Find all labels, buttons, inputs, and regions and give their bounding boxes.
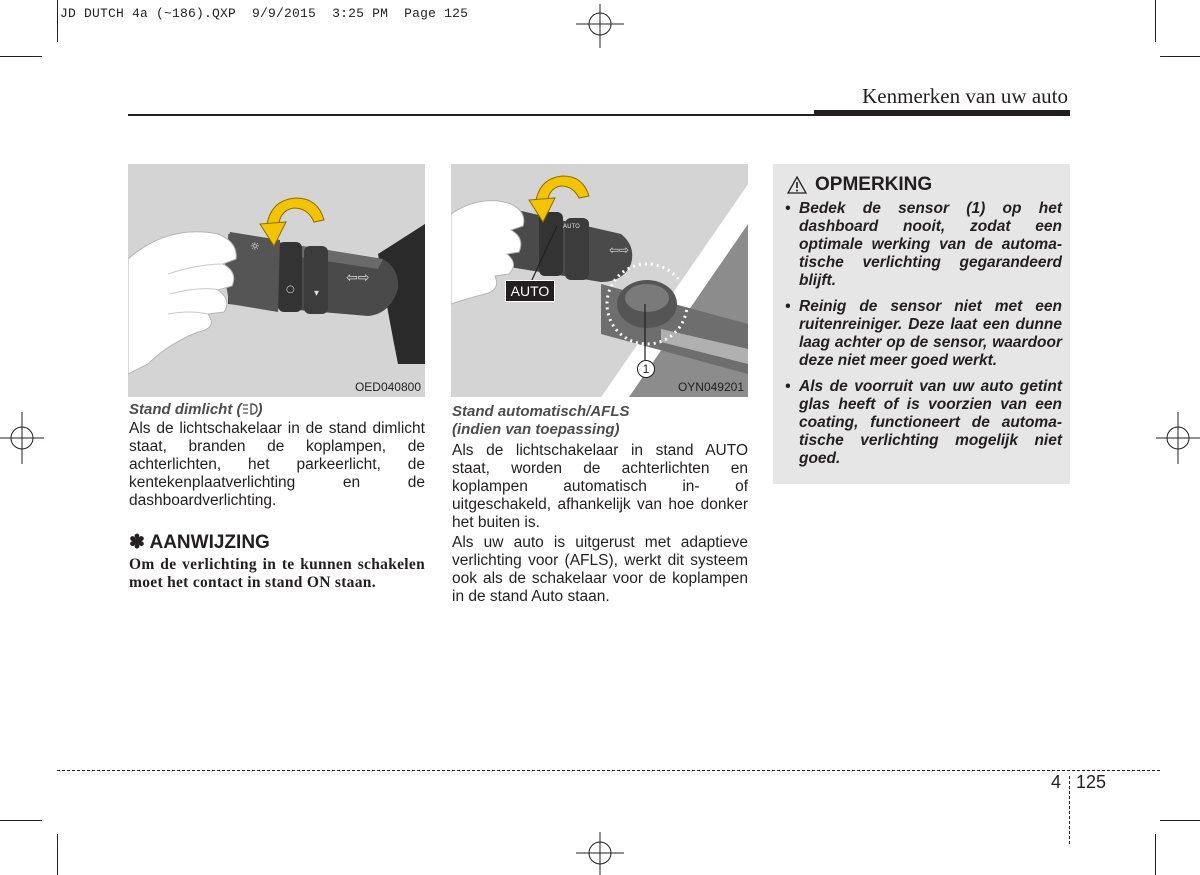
sensor-callout-number: 1 bbox=[637, 360, 655, 378]
light-switch-illustration bbox=[128, 164, 425, 397]
warning-triangle-icon bbox=[787, 176, 807, 194]
note-text: Om de verlichting in te kunnen schakelen moet het contact in stand ON staan. bbox=[129, 556, 425, 591]
registration-mark-top bbox=[576, 4, 624, 48]
caption-auto bbox=[452, 403, 748, 439]
parking-light-icon bbox=[242, 402, 258, 416]
print-slug bbox=[60, 6, 468, 21]
caption-auto-line1: Stand automatisch/AFLS bbox=[452, 403, 630, 420]
header-rule-thick bbox=[814, 110, 1070, 116]
caption-suffix: ) bbox=[257, 401, 263, 418]
notice-item: • Als de voorruit van uw auto getint glas heeft of is voorzien van een coating, functioneert de automa-tische verlichting mogelijk niet goed. bbox=[785, 378, 1062, 467]
auto-label: AUTO bbox=[505, 280, 555, 302]
slug-page: Page 125 bbox=[404, 6, 469, 21]
footer-dotted-line bbox=[57, 770, 1160, 771]
svg-text:▾: ▾ bbox=[314, 288, 320, 299]
figure-auto-switch bbox=[451, 164, 748, 397]
notice-list bbox=[785, 200, 1062, 476]
footer-page-number: 125 bbox=[1076, 772, 1107, 792]
body-auto-paragraph-1: Als de lichtschakelaar in stand AUTO staat, worden de achterlichten en koplampen automatisch in- of uitgeschakeld, afhankelijk van hoe donker het buiten is. bbox=[452, 442, 748, 531]
svg-text:⇦⇨: ⇦⇨ bbox=[609, 243, 630, 257]
footer-chapter-number: 4 bbox=[1051, 772, 1062, 792]
caption-low-beam bbox=[129, 401, 425, 419]
slug-time: 3:25 PM bbox=[332, 6, 389, 21]
svg-text:○: ○ bbox=[286, 284, 295, 295]
notice-item: • Bedek de sensor (1) op het dashboard nooit, zodat een optimale werking van de automa-tische verlichting gegarandeerd blijft. bbox=[785, 200, 1062, 289]
note-heading: ✽ AANWIJZING bbox=[129, 532, 270, 553]
body-low-beam: Als de lichtschakelaar in de stand dimlicht staat, branden de koplampen, de achterlichten, het parkeerlicht, de kentekenplaatverlichting en de dashboardverlichting. bbox=[129, 420, 425, 509]
svg-text:⇦⇨: ⇦⇨ bbox=[346, 270, 370, 286]
body-auto-paragraph-2: Als uw auto is uitgerust met adaptieve verlichting voor (AFLS), werkt dit systeem ook als de schakelaar voor de koplampen in de stand Auto staan. bbox=[452, 534, 748, 605]
header-rule-thin bbox=[128, 114, 814, 116]
figure-low-beam-switch bbox=[128, 164, 425, 397]
registration-mark-right bbox=[1156, 412, 1200, 464]
footer-page-divider bbox=[1069, 776, 1070, 844]
figure-code: OYN049201 bbox=[677, 380, 744, 394]
notice-box bbox=[773, 164, 1070, 484]
notice-title-text: OPMERKING bbox=[815, 174, 933, 195]
figure-code: OED040800 bbox=[354, 380, 421, 394]
svg-text:AUTO: AUTO bbox=[563, 223, 580, 230]
registration-mark-bottom bbox=[576, 832, 624, 875]
chapter-title: Kenmerken van uw auto bbox=[862, 84, 1068, 108]
auto-switch-illustration bbox=[451, 164, 748, 397]
notice-title bbox=[787, 174, 932, 196]
slug-date: 9/9/2015 bbox=[252, 6, 317, 21]
caption-prefix: Stand dimlicht ( bbox=[129, 401, 242, 418]
notice-item: • Reinig de sensor niet met een ruitenreiniger. Deze laat een dunne laag achter op de sensor, waardoor deze niet meer goed werkt. bbox=[785, 298, 1062, 369]
svg-text:☼: ☼ bbox=[250, 240, 260, 253]
registration-mark-left bbox=[0, 412, 44, 464]
slug-file: JD DUTCH 4a (~186).QXP bbox=[60, 6, 237, 21]
caption-auto-line2: (indien van toepassing) bbox=[452, 421, 620, 438]
